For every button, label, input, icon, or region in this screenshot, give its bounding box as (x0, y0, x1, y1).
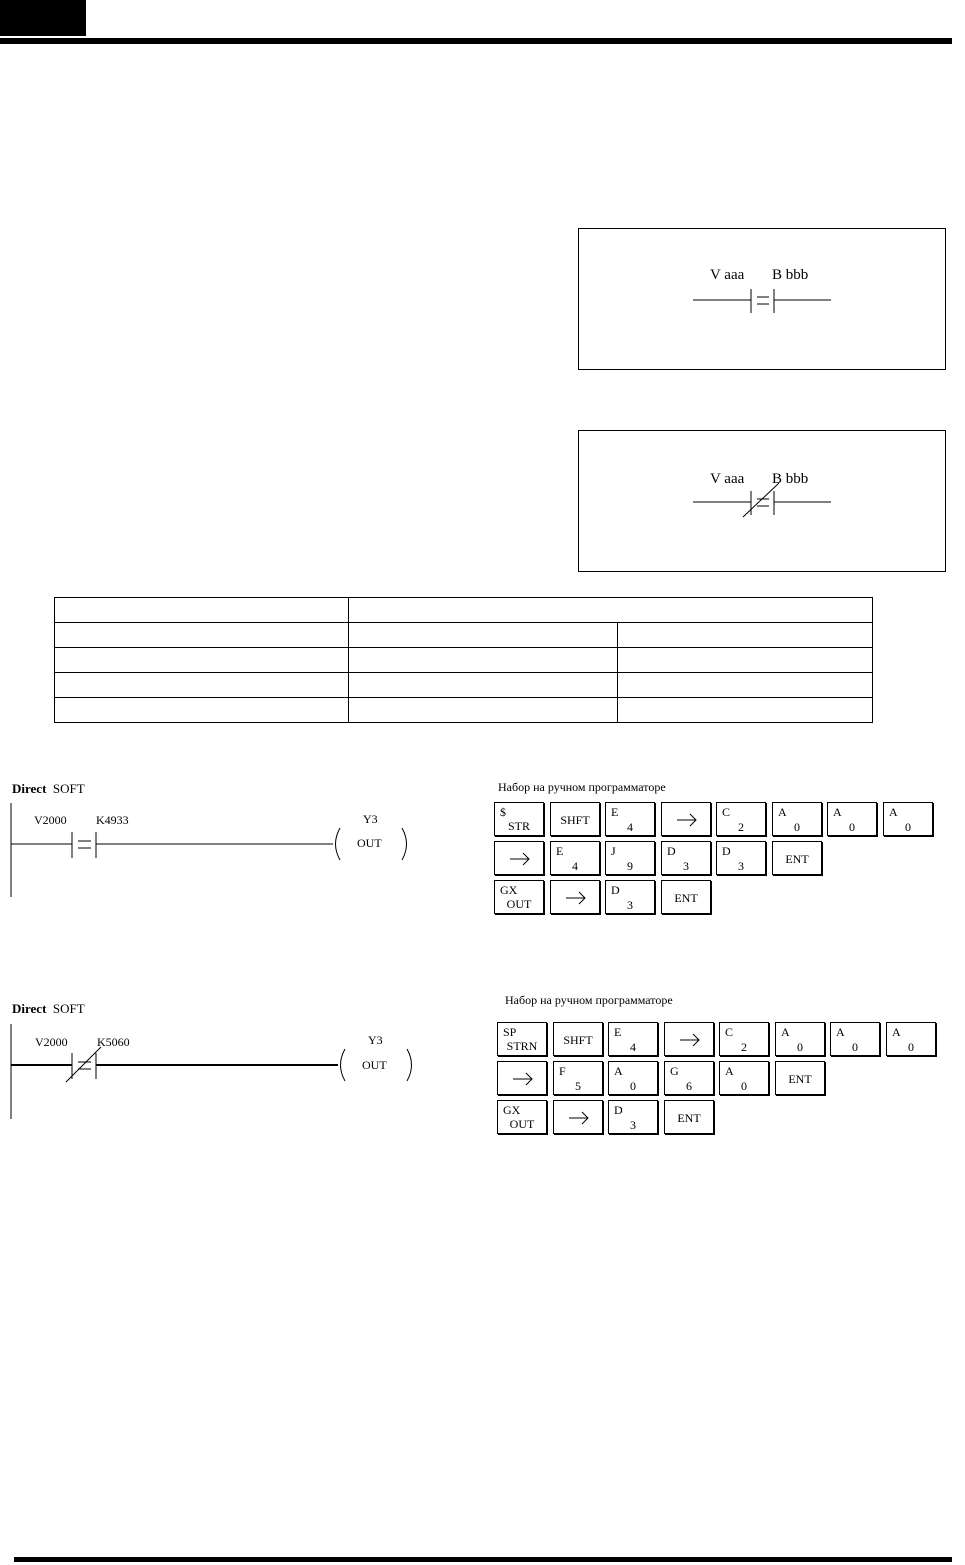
keypad-key-arrow (550, 880, 600, 914)
key-bottom-label: 0 (908, 1040, 914, 1054)
example1-keypad-caption: Набор на ручном программаторе (498, 780, 666, 794)
brand-direct: Direct (12, 781, 47, 796)
key-bottom-label: OUT (506, 897, 532, 911)
keypad-key-arrow (664, 1022, 714, 1056)
key-top-label: F (559, 1064, 566, 1078)
not-equal-left-operand: V aaa (710, 471, 745, 487)
brand-soft: SOFT (52, 781, 85, 796)
key-bottom-label: 3 (627, 898, 633, 912)
key-top-label: D (614, 1103, 623, 1117)
equal-contact-symbol-box (578, 228, 946, 370)
keypad-key-sp (497, 1022, 547, 1056)
example1-coil-label: Y3 (363, 812, 378, 826)
key-label: SHFT (563, 1033, 593, 1047)
key-top-label: GX (503, 1103, 521, 1117)
keypad-key-j (605, 841, 655, 875)
key-top-label: G (670, 1064, 679, 1078)
key-label: ENT (785, 852, 809, 866)
key-top-label: A (725, 1064, 734, 1078)
example2-contact-right-operand: K5060 (97, 1035, 130, 1049)
key-bottom-label: OUT (509, 1117, 535, 1131)
brand-direct: Direct (12, 1001, 47, 1016)
key-top-label: J (611, 844, 616, 858)
key-top-label: D (611, 883, 620, 897)
table-cell (618, 673, 873, 698)
keypad-key-a (775, 1022, 825, 1056)
keypad-key-gx (497, 1100, 547, 1134)
key-bottom-label: 2 (738, 820, 744, 834)
key-bottom-label: 0 (905, 820, 911, 834)
key-bottom-label: 3 (630, 1118, 636, 1132)
key-bottom-label: 0 (794, 820, 800, 834)
keypad-key-a (830, 1022, 880, 1056)
example2-coil-label: Y3 (368, 1033, 383, 1047)
keypad-key-shft (553, 1022, 603, 1056)
key-bottom-label: 5 (575, 1079, 581, 1093)
key-top-label: C (722, 805, 731, 819)
keypad-key-gx (494, 880, 544, 914)
key-bottom-label: 6 (686, 1079, 692, 1093)
example2-coil-text: OUT (362, 1058, 387, 1072)
equal-left-operand: V aaa (710, 267, 745, 283)
keypad-key-c (719, 1022, 769, 1056)
key-bottom-label: 4 (572, 859, 578, 873)
keypad-key-e (605, 802, 655, 836)
example1-contact-left-operand: V2000 (34, 813, 67, 827)
arrow-right-icon (665, 1023, 715, 1057)
not-equal-contact-icon (579, 431, 945, 571)
keypad-key- (494, 802, 544, 836)
table-cell (618, 648, 873, 673)
equal-contact-icon (579, 229, 945, 369)
arrow-right-icon (554, 1101, 604, 1135)
not-equal-contact-symbol-box (578, 430, 946, 572)
key-bottom-label: 0 (741, 1079, 747, 1093)
key-top-label: E (611, 805, 619, 819)
key-top-label: GX (500, 883, 518, 897)
table-cell (618, 698, 873, 723)
key-top-label: A (889, 805, 898, 819)
keypad-key-ent (772, 841, 822, 875)
key-label: ENT (788, 1072, 812, 1086)
key-top-label: A (778, 805, 787, 819)
keypad-key-d (661, 841, 711, 875)
key-top-label: SP (503, 1025, 517, 1039)
keypad-key-a (886, 1022, 936, 1056)
arrow-right-icon (662, 803, 712, 837)
keypad-key-arrow (494, 841, 544, 875)
key-top-label: C (725, 1025, 734, 1039)
example2-keypad-caption: Набор на ручном программаторе (505, 993, 673, 1007)
keypad-key-d (605, 880, 655, 914)
key-top-label: A (614, 1064, 623, 1078)
keypad-key-arrow (553, 1100, 603, 1134)
key-bottom-label: 0 (852, 1040, 858, 1054)
key-top-label: D (667, 844, 676, 858)
key-top-label: A (781, 1025, 790, 1039)
equal-right-operand: B bbb (772, 267, 809, 283)
key-bottom-label: 3 (738, 859, 744, 873)
example1-contact-right-operand: K4933 (96, 813, 129, 827)
brand-soft: SOFT (52, 1001, 85, 1016)
keypad-key-a (719, 1061, 769, 1095)
keypad-key-a (827, 802, 877, 836)
example1-coil-text: OUT (357, 836, 382, 850)
key-bottom-label: 9 (627, 859, 633, 873)
keypad-key-a (608, 1061, 658, 1095)
key-bottom-label: 3 (683, 859, 689, 873)
example2-keypad (497, 1022, 947, 1140)
example2-ladder-rung (0, 0, 460, 1130)
footer-rule (14, 1557, 952, 1562)
keypad-key-shft (550, 802, 600, 836)
key-label: ENT (674, 891, 698, 905)
key-bottom-label: 0 (797, 1040, 803, 1054)
key-top-label: A (836, 1025, 845, 1039)
arrow-right-icon (498, 1062, 548, 1096)
key-bottom-label: 0 (630, 1079, 636, 1093)
keypad-key-c (716, 802, 766, 836)
key-bottom-label: 4 (630, 1040, 636, 1054)
example2-contact-left-operand: V2000 (35, 1035, 68, 1049)
keypad-key-a (772, 802, 822, 836)
keypad-key-d (608, 1100, 658, 1134)
key-top-label: $ (500, 805, 506, 819)
key-bottom-label: 4 (627, 820, 633, 834)
keypad-key-ent (775, 1061, 825, 1095)
keypad-key-arrow (661, 802, 711, 836)
key-top-label: E (614, 1025, 622, 1039)
key-top-label: D (722, 844, 731, 858)
arrow-right-icon (551, 881, 601, 915)
example1-keypad (494, 802, 939, 920)
key-top-label: A (833, 805, 842, 819)
keypad-key-d (716, 841, 766, 875)
keypad-key-arrow (497, 1061, 547, 1095)
key-label: SHFT (560, 813, 590, 827)
key-bottom-label: STR (507, 819, 530, 833)
keypad-key-e (608, 1022, 658, 1056)
not-equal-right-operand: B bbb (772, 471, 809, 487)
keypad-key-ent (661, 880, 711, 914)
key-label: ENT (677, 1111, 701, 1125)
arrow-right-icon (495, 842, 545, 876)
keypad-key-f (553, 1061, 603, 1095)
keypad-key-g (664, 1061, 714, 1095)
keypad-key-ent (664, 1100, 714, 1134)
key-bottom-label: 0 (849, 820, 855, 834)
key-top-label: A (892, 1025, 901, 1039)
key-top-label: E (556, 844, 564, 858)
keypad-key-e (550, 841, 600, 875)
key-bottom-label: 2 (741, 1040, 747, 1054)
keypad-key-a (883, 802, 933, 836)
table-cell (618, 623, 873, 648)
key-bottom-label: STRN (506, 1039, 538, 1053)
